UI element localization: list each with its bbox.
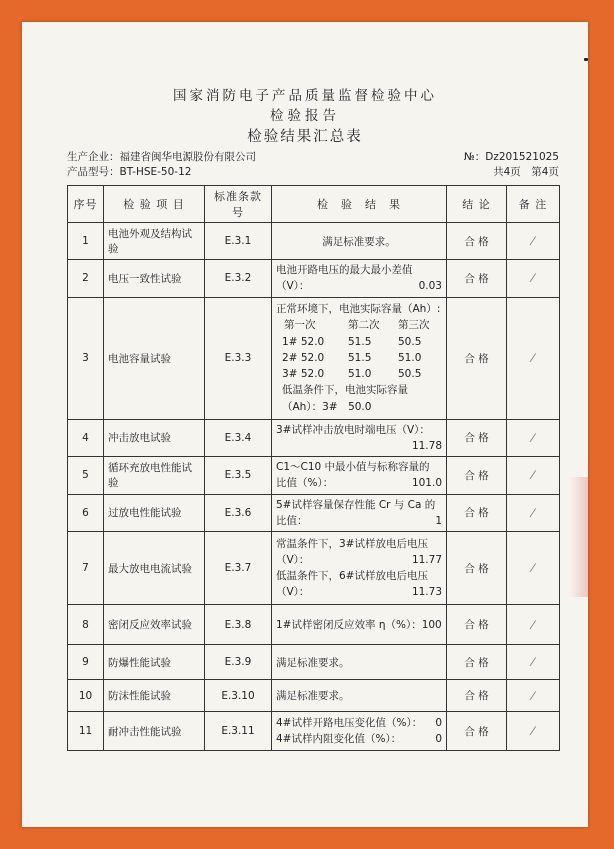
row-item: 电压一致性试验 <box>104 260 205 298</box>
row-no: 4 <box>68 419 104 457</box>
row-item: 防爆性能试验 <box>104 645 205 680</box>
row-clause: E.3.5 <box>205 457 272 495</box>
results-table <box>67 185 560 751</box>
result-line <box>276 278 442 294</box>
row-result <box>272 532 447 605</box>
result-line <box>276 513 442 529</box>
row-remark <box>507 680 560 712</box>
row-no: 8 <box>68 605 104 645</box>
row-item: 循环充放电性能试验 <box>104 457 205 495</box>
row-clause: E.3.11 <box>205 712 272 751</box>
issuer-title: 国家消防电子产品质量监督检验中心 <box>173 88 437 104</box>
result-label: 4#试样开路电压变化值（%）： <box>276 716 423 729</box>
row-conclusion: 合 格 <box>447 712 507 751</box>
row-item: 密闭反应效率试验 <box>104 605 205 645</box>
product-model: 产品型号：BT-HSE-50-12 <box>67 166 192 178</box>
row-conclusion: 合 格 <box>447 494 507 532</box>
capacity-col-1: 第一次 <box>284 319 316 332</box>
result-line <box>276 475 442 491</box>
result-label: 比值（%）： <box>276 477 334 490</box>
report-title: 检验报告 <box>270 108 340 124</box>
remark-slash: / <box>529 562 537 575</box>
row-clause: E.3.4 <box>205 419 272 457</box>
row-clause: E.3.3 <box>205 297 272 419</box>
row-item: 冲击放电试验 <box>104 419 205 457</box>
table-row <box>68 605 560 645</box>
header-no: 序号 <box>68 186 104 223</box>
capacity-value: 51.0 <box>348 368 372 381</box>
row-no: 11 <box>68 712 104 751</box>
capacity-value: 52.0 <box>300 368 325 381</box>
remark-slash: / <box>529 656 537 669</box>
result-label: （V）： <box>276 553 310 566</box>
table-row <box>68 680 560 712</box>
table-row <box>68 532 560 605</box>
result-value: 0 <box>435 733 442 746</box>
result-line <box>276 584 442 600</box>
capacity-value: 51.0 <box>398 351 422 364</box>
capacity-col-2: 第二次 <box>348 319 380 332</box>
remark-slash: / <box>529 725 537 738</box>
table-row <box>68 419 560 457</box>
row-result: 满足标准要求。 <box>272 223 447 260</box>
table-row <box>68 260 560 298</box>
remark-slash: / <box>529 352 537 365</box>
row-conclusion: 合 格 <box>447 260 507 298</box>
producer: 生产企业：福建省闽华电源股份有限公司 <box>67 151 256 163</box>
row-result <box>272 457 447 495</box>
table-row <box>68 494 560 532</box>
row-remark <box>507 260 560 298</box>
row-result: 满足标准要求。 <box>272 680 447 712</box>
sample-id: 1# <box>282 335 298 348</box>
seal-stamp-edge <box>570 477 588 597</box>
row-conclusion: 合 格 <box>447 297 507 419</box>
row-result: 满足标准要求。 <box>272 645 447 680</box>
result-value: 11.78 <box>411 439 442 452</box>
row-remark <box>507 457 560 495</box>
row-clause: E.3.9 <box>205 645 272 680</box>
row-conclusion: 合 格 <box>447 645 507 680</box>
row-result <box>272 494 447 532</box>
result-line: 常温条件下，3#试样放电后电压 <box>276 537 428 550</box>
row-conclusion: 合 格 <box>447 419 507 457</box>
result-line <box>276 715 442 731</box>
row-no: 2 <box>68 260 104 298</box>
row-no: 9 <box>68 645 104 680</box>
header-conclusion: 结 论 <box>447 186 507 223</box>
row-result <box>272 712 447 751</box>
capacity-value: 50.5 <box>398 368 422 381</box>
result-label: 4#试样内阻变化值（%）： <box>276 733 402 746</box>
row-remark <box>507 419 560 457</box>
remark-slash: / <box>529 469 537 482</box>
remark-slash: / <box>529 431 537 444</box>
row-result <box>272 419 447 457</box>
row-remark <box>507 223 560 260</box>
table-row <box>68 223 560 260</box>
result-value: 101.0 <box>411 477 442 490</box>
table-row <box>68 297 560 419</box>
remark-slash: / <box>529 235 537 247</box>
table-row <box>68 712 560 751</box>
row-remark <box>507 297 560 419</box>
row-no: 6 <box>68 494 104 532</box>
result-line: 电池开路电压的最大最小差值 <box>276 264 413 276</box>
row-clause: E.3.8 <box>205 605 272 645</box>
row-result <box>272 297 447 419</box>
row-conclusion: 合 格 <box>447 532 507 605</box>
capacity-value: 51.5 <box>348 335 372 348</box>
result-value: 11.73 <box>411 586 442 599</box>
pen-mark <box>584 58 588 61</box>
remark-slash: / <box>529 689 537 702</box>
sample-id: 3# <box>282 368 298 381</box>
row-remark <box>507 712 560 751</box>
header-clause: 标准条款号 <box>205 186 272 223</box>
row-item: 电池外观及结构试验 <box>104 223 205 260</box>
capacity-col-3: 第三次 <box>398 319 430 332</box>
row-clause: E.3.2 <box>205 260 272 298</box>
row-remark <box>507 605 560 645</box>
result-line <box>276 552 442 568</box>
row-no: 5 <box>68 457 104 495</box>
result-line: （Ah）：3# 50.0 <box>282 400 372 413</box>
table-row <box>68 457 560 495</box>
row-item: 耐冲击性能试验 <box>104 712 205 751</box>
remark-slash: / <box>529 618 537 631</box>
header-item: 检 验 项 目 <box>104 186 205 223</box>
row-item: 防沫性能试验 <box>104 680 205 712</box>
row-item: 电池容量试验 <box>104 297 205 419</box>
result-line: 正常环境下，电池实际容量（Ah）: <box>276 303 441 316</box>
remark-slash: / <box>529 272 537 285</box>
result-line: 低温条件下，电池实际容量 <box>282 384 408 397</box>
row-clause: E.3.1 <box>205 223 272 260</box>
capacity-value: 50.5 <box>398 335 422 348</box>
summary-title: 检验结果汇总表 <box>247 129 363 145</box>
remark-slash: / <box>529 506 537 519</box>
row-remark <box>507 494 560 532</box>
row-item: 过放电性能试验 <box>104 494 205 532</box>
header-result: 检 验 结 果 <box>272 186 447 223</box>
result-line: 5#试样容量保存性能 Cr 与 Ca 的 <box>276 498 436 511</box>
result-line <box>276 731 442 747</box>
row-item: 最大放电电流试验 <box>104 532 205 605</box>
result-value: 0.03 <box>418 280 442 293</box>
capacity-cell <box>282 366 348 382</box>
row-no: 3 <box>68 297 104 419</box>
row-conclusion: 合 格 <box>447 457 507 495</box>
sample-id: 2# <box>282 351 298 364</box>
report-number: №：Dz201521025 <box>463 151 559 163</box>
capacity-value: 52.0 <box>300 351 325 364</box>
report-page <box>22 22 588 827</box>
result-line: 低温条件下，6#试样放电后电压 <box>276 570 428 583</box>
result-line: C1～C10 中最小值与标称容量的 <box>276 461 430 474</box>
table-header-row <box>68 186 560 223</box>
row-clause: E.3.7 <box>205 532 272 605</box>
result-value: 1 <box>435 514 442 527</box>
row-remark <box>507 645 560 680</box>
result-value: 0 <box>435 716 442 729</box>
result-value: 11.77 <box>411 553 442 566</box>
row-result: 1#试样密闭反应效率 η（%）：100 <box>272 605 447 645</box>
result-label: （V）： <box>276 586 310 599</box>
capacity-cell <box>282 334 348 350</box>
result-line: 3#试样冲击放电时端电压（V）： <box>276 423 430 436</box>
header-remark: 备 注 <box>507 186 560 223</box>
page-count: 共4页 第4页 <box>493 166 559 178</box>
row-remark <box>507 532 560 605</box>
capacity-value: 51.5 <box>348 351 372 364</box>
row-conclusion: 合 格 <box>447 223 507 260</box>
row-conclusion: 合 格 <box>447 605 507 645</box>
row-conclusion: 合 格 <box>447 680 507 712</box>
result-label: （V）： <box>276 280 310 293</box>
row-no: 10 <box>68 680 104 712</box>
capacity-grid <box>276 317 442 382</box>
row-no: 1 <box>68 223 104 260</box>
capacity-value: 52.0 <box>300 335 325 348</box>
result-label: 比值： <box>276 514 308 527</box>
row-result <box>272 260 447 298</box>
table-row <box>68 645 560 680</box>
row-clause: E.3.10 <box>205 680 272 712</box>
row-clause: E.3.6 <box>205 494 272 532</box>
row-no: 7 <box>68 532 104 605</box>
capacity-cell <box>282 350 348 366</box>
